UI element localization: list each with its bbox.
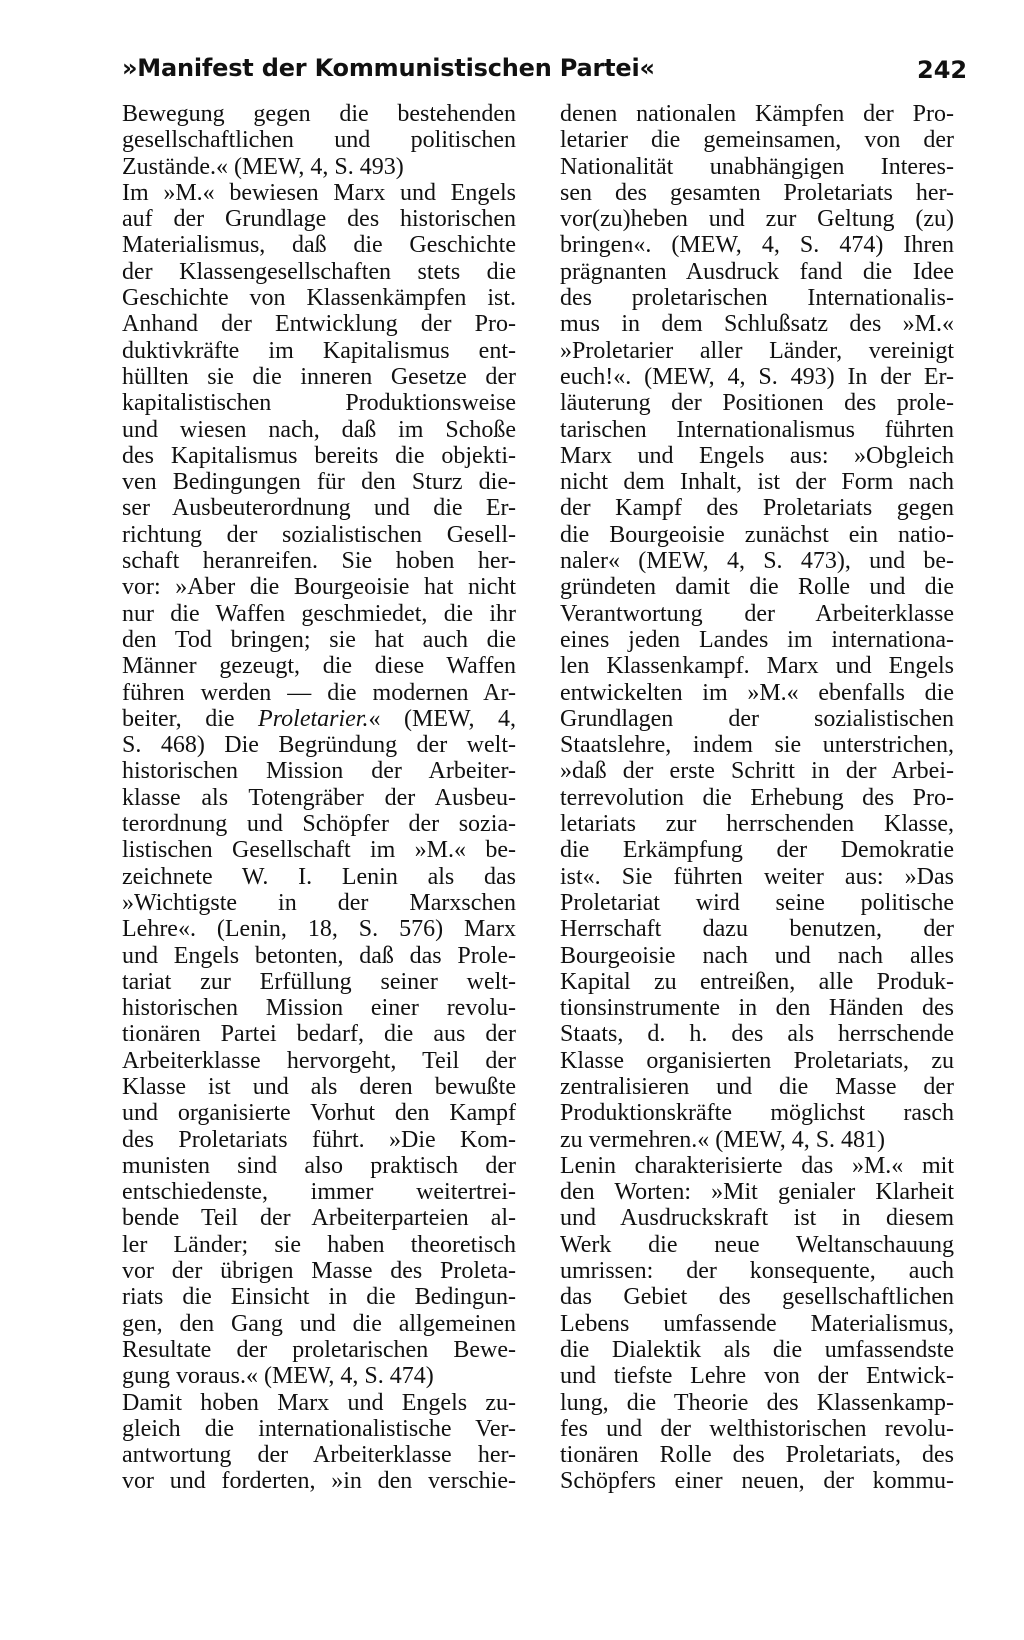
text-line: vor der übrigen Masse des Proleta- xyxy=(122,1258,516,1285)
text-line: Bewegung gegen die bestehenden xyxy=(122,101,516,127)
text-line: Verantwortung der Arbeiterklasse xyxy=(560,600,954,627)
text-line: Anhand der Entwicklung der Pro- xyxy=(122,311,516,338)
text-line: tionären Rolle des Proletariats, des xyxy=(560,1442,954,1469)
text-line: vor und forderten, »in den verschie- xyxy=(122,1468,516,1495)
text-line: richtung der sozialistischen Gesell- xyxy=(122,521,516,548)
text-line: tionären Partei bedarf, die aus der xyxy=(122,1021,516,1048)
text-line: schaft heranreifen. Sie hoben her- xyxy=(122,548,516,575)
italic-emphasis: Proletarier. xyxy=(258,705,369,732)
text-line: historischen Mission einer revolu- xyxy=(122,995,516,1022)
text-line: historischen Mission der Arbeiter- xyxy=(122,758,516,785)
text-line: Kapital zu entreißen, alle Produk- xyxy=(560,968,954,995)
text-line: antwortung der Arbeiterklasse her- xyxy=(122,1442,516,1469)
text-line: gleich die internationalistische Ver- xyxy=(122,1415,516,1442)
text-line: denen nationalen Kämpfen der Pro- xyxy=(560,101,954,127)
text-line: und tiefste Lehre von der Entwick- xyxy=(560,1363,954,1390)
text-line: ler Länder; sie haben theoretisch xyxy=(122,1231,516,1258)
text-line: gen, den Gang und die allgemeinen xyxy=(122,1310,516,1337)
text-line: die Erkämpfung der Demokratie xyxy=(560,837,954,864)
text-line: nicht dem Inhalt, ist der Form nach xyxy=(560,469,954,496)
text-line: ven Bedingungen für den Sturz die- xyxy=(122,469,516,496)
text-line: Lebens umfassende Materialismus, xyxy=(560,1310,954,1337)
text-line: listischen Gesellschaft im »M.« be- xyxy=(122,837,516,864)
text-line: Lehre«. (Lenin, 18, S. 576) Marx xyxy=(122,916,516,943)
text-line: Materialismus, daß die Geschichte xyxy=(122,232,516,259)
text-line: Werk die neue Weltanschauung xyxy=(560,1231,954,1258)
text-line xyxy=(122,706,516,732)
text-line: und wiesen nach, daß im Schoße xyxy=(122,416,516,443)
text-line: Arbeiterklasse hervorgeht, Teil der xyxy=(122,1047,516,1074)
text-line: euch!«. (MEW, 4, S. 493) In der Er- xyxy=(560,363,954,390)
text-line: Grundlagen der sozialistischen xyxy=(560,705,954,732)
text-line: zentralisieren und die Masse der xyxy=(560,1073,954,1100)
text-line: zu vermehren.« (MEW, 4, S. 481) xyxy=(560,1126,886,1153)
text-line: tionsinstrumente in den Händen des xyxy=(560,995,954,1022)
text-line: den Worten: »Mit genialer Klarheit xyxy=(560,1179,954,1206)
text-line: naler« (MEW, 4, S. 473), und be- xyxy=(560,548,954,575)
text-line: letarier die gemeinsamen, von der xyxy=(560,127,954,154)
text-line: »Proletarier aller Länder, vereinigt xyxy=(560,337,954,364)
text-line: die Dialektik als die umfassendste xyxy=(560,1336,954,1363)
text-line: »daß der erste Schritt in der Arbei- xyxy=(560,758,954,785)
text-line: und organisierte Vorhut den Kampf xyxy=(122,1100,516,1127)
text-line: umrissen: der konsequente, auch xyxy=(560,1258,954,1285)
text-line: Bourgeoisie nach und nach alles xyxy=(560,942,954,969)
text-line: Männer gezeugt, die diese Waffen xyxy=(122,653,516,680)
text-line: vor: »Aber die Bourgeoisie hat nicht xyxy=(122,574,516,601)
text-line: »Wichtigste in der Marxschen xyxy=(122,889,516,916)
text-fragment: « (MEW, 4, xyxy=(368,705,516,732)
text-line: zeichnete W. I. Lenin als das xyxy=(122,863,516,890)
text-line: Geschichte von Klassenkämpfen ist. xyxy=(122,285,516,312)
text-line: der Klassengesellschaften stets die xyxy=(122,258,516,285)
text-line: den Tod bringen; sie hat auch die xyxy=(122,626,516,653)
text-line: terordnung und Schöpfer der sozia- xyxy=(122,811,516,838)
text-line: nur die Waffen geschmiedet, die ihr xyxy=(122,600,516,627)
text-line: bende Teil der Arbeiterparteien al- xyxy=(122,1205,516,1232)
text-line: Klasse organisierten Proletariats, zu xyxy=(560,1047,954,1074)
text-line: Damit hoben Marx und Engels zu- xyxy=(122,1389,516,1416)
text-line: Lenin charakterisierte das »M.« mit xyxy=(560,1152,954,1179)
text-line: entwickelten im »M.« ebenfalls die xyxy=(560,679,954,706)
text-line: die Bourgeoisie zunächst ein natio- xyxy=(560,521,954,548)
text-line: Staats, d. h. des als herrschende xyxy=(560,1021,954,1048)
text-line: mus in dem Schlußsatz des »M.« xyxy=(560,311,954,338)
text-line: len Klassenkampf. Marx und Engels xyxy=(560,653,954,680)
text-line: des proletarischen Internationalis- xyxy=(560,285,954,312)
text-line: Herrschaft dazu benutzen, der xyxy=(560,916,954,943)
text-line: das Gebiet des gesellschaftlichen xyxy=(560,1284,954,1311)
text-line: und Engels betonten, daß das Prole- xyxy=(122,942,516,969)
text-fragment: beiter, die xyxy=(122,705,259,732)
text-line: gesellschaftlichen und politischen xyxy=(122,127,516,154)
text-line: klasse als Totengräber der Ausbeu- xyxy=(122,784,516,811)
text-line: gung voraus.« (MEW, 4, S. 474) xyxy=(122,1363,434,1390)
text-line: munisten sind also praktisch der xyxy=(122,1152,516,1179)
text-line: läuterung der Positionen des prole- xyxy=(560,390,954,417)
text-line: auf der Grundlage des historischen xyxy=(122,206,516,233)
text-line: ser Ausbeuterordnung und die Er- xyxy=(122,495,516,522)
text-line: und Ausdruckskraft ist in diesem xyxy=(560,1205,954,1232)
text-line: sen des gesamten Proletariats her- xyxy=(560,179,954,206)
text-line: tariat zur Erfüllung seiner welt- xyxy=(122,968,516,995)
text-line: vor(zu)heben und zur Geltung (zu) xyxy=(560,206,954,233)
text-line: hüllten sie die inneren Gesetze der xyxy=(122,363,516,390)
text-line: Schöpfers einer neuen, der kommu- xyxy=(560,1468,954,1495)
text-line: prägnanten Ausdruck fand die Idee xyxy=(560,258,954,285)
text-line: terrevolution die Erhebung des Pro- xyxy=(560,784,954,811)
text-line: Nationalität unabhängigen Interes- xyxy=(560,153,954,180)
text-line: der Kampf des Proletariats gegen xyxy=(560,495,954,522)
left-text-column xyxy=(122,101,516,1495)
text-line: ist«. Sie führten weiter aus: »Das xyxy=(560,863,954,890)
text-line: Zustände.« (MEW, 4, S. 493) xyxy=(122,153,404,180)
right-text-column xyxy=(560,101,954,1495)
text-line: gründeten damit die Rolle und die xyxy=(560,574,954,601)
text-line: fes und der welthistorischen revolu- xyxy=(560,1415,954,1442)
page-number: 242 xyxy=(917,56,968,84)
text-line: letariats zur herrschenden Klasse, xyxy=(560,811,954,838)
text-line: des Proletariats führt. »Die Kom- xyxy=(122,1126,516,1153)
text-line: entschiedenste, immer weitertrei- xyxy=(122,1179,516,1206)
text-line: lung, die Theorie des Klassenkamp- xyxy=(560,1389,954,1416)
text-line: des Kapitalismus bereits die objekti- xyxy=(122,442,516,469)
text-line: eines jeden Landes im internationa- xyxy=(560,626,954,653)
running-title: »Manifest der Kommunistischen Partei« xyxy=(122,54,655,82)
text-line: Staatslehre, indem sie unterstrichen, xyxy=(560,732,954,759)
text-line: duktivkräfte im Kapitalismus ent- xyxy=(122,337,516,364)
text-line: Klasse ist und als deren bewußte xyxy=(122,1073,516,1100)
text-line: kapitalistischen Produktionsweise xyxy=(122,390,516,417)
text-line: S. 468) Die Begründung der welt- xyxy=(122,732,516,759)
text-line: riats die Einsicht in die Bedingun- xyxy=(122,1284,516,1311)
text-line: führen werden — die modernen Ar- xyxy=(122,679,516,706)
text-line: Im »M.« bewiesen Marx und Engels xyxy=(122,179,516,206)
text-line: Resultate der proletarischen Bewe- xyxy=(122,1336,516,1363)
text-line: tarischen Internationalismus führten xyxy=(560,416,954,443)
text-line: Proletariat wird seine politische xyxy=(560,889,954,916)
text-line: bringen«. (MEW, 4, S. 474) Ihren xyxy=(560,232,954,259)
text-line: Produktionskräfte möglichst rasch xyxy=(560,1100,954,1127)
text-line: Marx und Engels aus: »Obgleich xyxy=(560,442,954,469)
